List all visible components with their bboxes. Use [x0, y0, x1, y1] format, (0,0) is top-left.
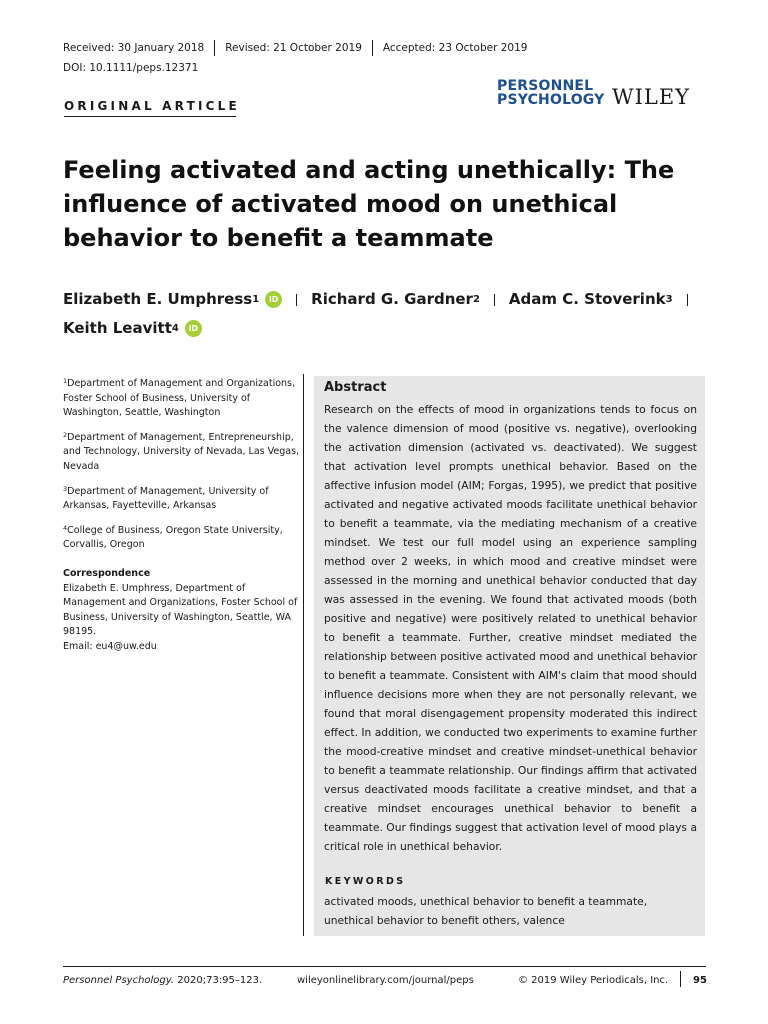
affiliations-column — [63, 374, 303, 655]
author-affil-sup: 3 — [665, 294, 673, 305]
correspondence-email[interactable]: Email: eu4@uw.edu — [63, 640, 157, 652]
footer-copyright: © 2019 Wiley Periodicals, Inc. — [518, 975, 669, 986]
affiliation-text: Department of Management and Organizations, Foster School of Business, University of Washington, Seattle, Washington — [63, 378, 296, 419]
revised-date: Revised: 21 October 2019 — [225, 42, 362, 54]
orcid-icon[interactable]: iD — [265, 291, 282, 308]
author-row — [63, 285, 723, 314]
author-divider — [494, 294, 495, 306]
author-divider — [687, 294, 688, 306]
date-divider — [214, 40, 215, 56]
journal-logo-line2: PSYCHOLOGY — [497, 92, 605, 108]
affiliation-sup: 4 — [63, 523, 68, 532]
abstract-body: Research on the effects of mood in organizations tends to focus on the valence dimension of mood (positive vs. negative), overlooking the activation dimension (activated vs. deactivated). We suggest that activation level prompts unethical behavior. Based on the affective infusion model (AIM; Forgas, 1995), we predict that positive activated and negative activated moods facilitate unethical behavior to benefit a teammate, via the mediating mechanism of a creative mindset. We test our full model using an experience sampling method over 2 weeks, in which mood and creative mindset were assessed in the morning and unethical behavior conducted that day was assessed in the evening. We found that activated moods (both positive and negative) were positively related to unethical behavior to benefit a teammate. Further, creative mindset mediated the relationship between positive activated mood and unethical behavior to benefit a teammate. Consistent with AIM's claim that mood should influence decisions more when they are not personally relevant, we found that moral disengagement propensity moderated this indirect effect. In addition, we conducted two experiments to examine further the mood-creative mindset and creative mindset-unethical behavior to benefit a teammate relationship. Our findings affirm that activated versus deactivated moods facilitate a creative mindset, and that a creative mindset encourages unethical behavior to benefit a teammate. Our findings suggest that activation level of mood plays a critical role in unethical behavior. — [324, 403, 697, 853]
author-affil-sup: 2 — [472, 294, 480, 305]
correspondence-heading: Correspondence — [63, 567, 151, 579]
article-title: Feeling activated and acting unethically: The influence of activated mood on unethical behavior to benefit a teammate — [63, 156, 675, 252]
article-type-underline — [64, 116, 236, 117]
author-row — [63, 314, 723, 343]
affiliation-item — [63, 428, 303, 475]
keywords-list: activated moods, unethical behavior to benefit a teammate, unethical behavior to benefit others, valence — [324, 895, 648, 927]
author-list — [63, 285, 723, 343]
author-name[interactable]: Adam C. Stoverink — [508, 290, 666, 308]
correspondence-text: Elizabeth E. Umphress, Department of Management and Organizations, Foster School of Business, University of Washington, Seattle, WA 98195. — [63, 582, 298, 638]
footer-citation — [63, 975, 262, 986]
publisher-logo: WILEY — [612, 85, 691, 109]
author-divider — [296, 294, 297, 306]
affiliation-sup: 2 — [63, 430, 68, 439]
author-name[interactable]: Keith Leavitt — [63, 319, 172, 337]
received-date: Received: 30 January 2018 — [63, 42, 205, 54]
article-type-label: ORIGINAL ARTICLE — [64, 99, 240, 113]
footer-divider — [680, 971, 681, 987]
journal-logo — [497, 79, 605, 107]
affiliation-sup: 1 — [63, 377, 68, 385]
affiliation-text: Department of Management, Entrepreneurship, and Technology, University of Nevada, Las Vegas, Nevada — [63, 431, 300, 472]
affiliation-text: College of Business, Oregon State University, Corvallis, Oregon — [63, 524, 283, 551]
orcid-icon[interactable]: iD — [185, 320, 202, 337]
footer-volume: 2020;73:95–123. — [174, 975, 263, 986]
footer-journal-url[interactable]: wileyonlinelibrary.com/journal/peps — [297, 975, 474, 986]
author-affil-sup: 1 — [252, 294, 260, 305]
footer-journal-name: Personnel Psychology. — [63, 975, 175, 986]
journal-logo-line1: PERSONNEL — [497, 78, 594, 94]
author-name[interactable]: Richard G. Gardner — [311, 290, 473, 308]
page-number: 95 — [693, 975, 707, 986]
affiliation-item — [63, 482, 303, 514]
footer-rule — [63, 966, 706, 967]
accepted-date: Accepted: 23 October 2019 — [382, 42, 528, 54]
abstract-heading: Abstract — [324, 380, 387, 395]
author-affil-sup: 4 — [171, 323, 179, 334]
doi-link[interactable]: DOI: 10.1111/peps.12371 — [63, 62, 199, 74]
date-divider — [372, 40, 373, 56]
keywords-heading: KEYWORDS — [325, 876, 406, 887]
affiliation-item — [63, 521, 303, 553]
affiliation-text: Department of Management, University of Arkansas, Fayetteville, Arkansas — [63, 485, 269, 512]
column-divider — [303, 374, 304, 936]
author-name[interactable]: Elizabeth E. Umphress — [63, 290, 253, 308]
publication-dates — [63, 40, 527, 56]
affiliation-sup: 3 — [63, 484, 68, 493]
affiliation-item — [63, 374, 303, 421]
